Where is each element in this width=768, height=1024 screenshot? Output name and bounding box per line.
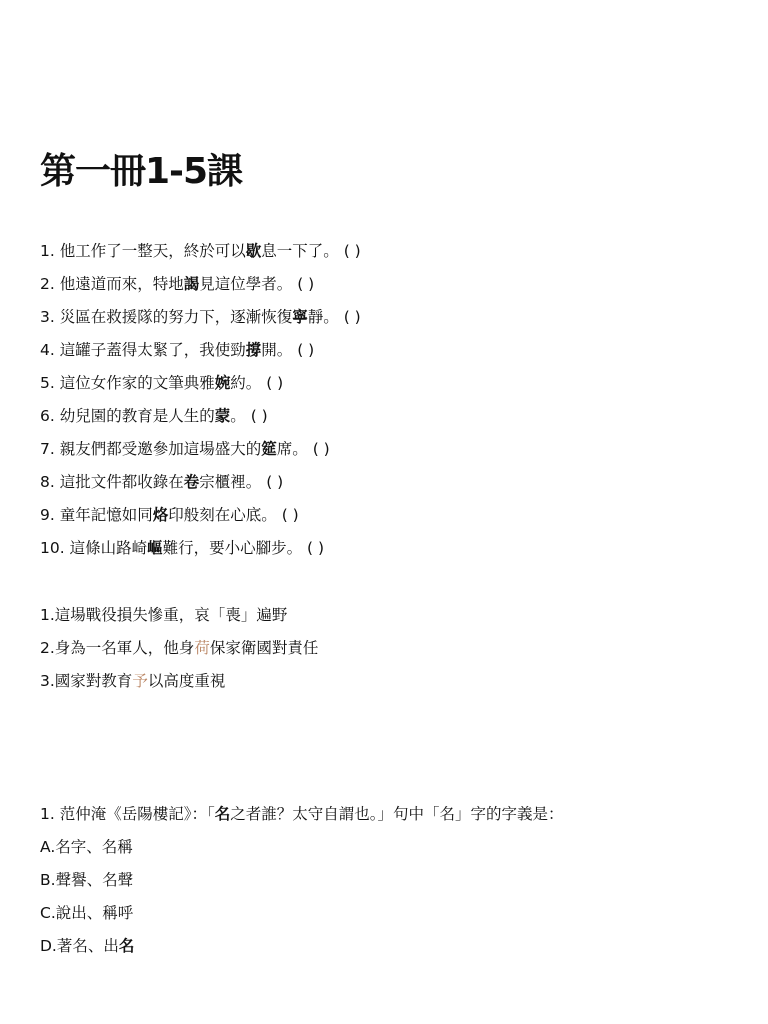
- option-b: B.聲譽、名聲: [40, 871, 134, 889]
- target-char: 婉: [214, 374, 231, 392]
- target-char: 嶇: [147, 539, 163, 557]
- target-char: 喪: [225, 606, 241, 624]
- vocab-sentence-6: 6. 幼兒園的教育是人生的蒙。 ( ): [40, 407, 268, 425]
- vocab-sentence-7: 7. 親友們都受邀參加這場盛大的筵席。 ( ): [40, 440, 330, 458]
- vocab-sentence-1: 1. 他工作了一整天，終於可以歇息一下了。 ( ): [40, 242, 361, 260]
- target-char: 寧: [292, 308, 308, 326]
- pronunciation-sentence-3: 3.國家對教育予以高度重視: [40, 672, 226, 690]
- question-text: 1. 范仲淹《岳陽樓記》：「名之者誰？太守自謂也。」句中「名」字的字義是：: [40, 805, 564, 823]
- target-char: 烙: [152, 506, 169, 524]
- option-a: A.名字、名稱: [40, 838, 133, 856]
- option-d: D.著名、出名: [40, 937, 135, 955]
- pronunciation-sentence-1: 1.這場戰役損失慘重，哀「喪」遍野: [40, 606, 288, 624]
- option-c: C.說出、稱呼: [40, 904, 134, 922]
- target-char: 謁: [183, 275, 200, 293]
- target-char: 歇: [245, 242, 262, 260]
- vocab-sentence-3: 3. 災區在救援隊的努力下，逐漸恢復寧靜。 ( ): [40, 308, 361, 326]
- target-char: 撐: [245, 341, 262, 359]
- target-char: 筵: [261, 440, 277, 458]
- vocab-sentence-5: 5. 這位女作家的文筆典雅婉約。 ( ): [40, 374, 284, 392]
- target-char: 名: [118, 937, 135, 955]
- target-char: 蒙: [214, 407, 231, 425]
- vocab-sentence-2: 2. 他遠道而來，特地謁見這位學者。 ( ): [40, 275, 315, 293]
- vocab-sentence-8: 8. 這批文件都收錄在卷宗櫃裡。 ( ): [40, 473, 284, 491]
- vocab-sentence-4: 4. 這罐子蓋得太緊了，我使勁撐開。 ( ): [40, 341, 315, 359]
- vocab-sentence-9: 9. 童年記憶如同烙印般刻在心底。 ( ): [40, 506, 299, 524]
- target-char: 予: [132, 672, 148, 690]
- target-char: 卷: [183, 473, 200, 491]
- target-char: 荷: [194, 639, 210, 657]
- target-char: 名: [214, 805, 231, 823]
- page-title: 第一冊1-5課: [40, 151, 243, 192]
- pronunciation-sentence-2: 2.身為一名軍人，他身荷保家衛國對責任: [40, 639, 319, 657]
- vocab-sentence-10: 10. 這條山路崎嶇難行，要小心腳步。 ( ): [40, 539, 325, 557]
